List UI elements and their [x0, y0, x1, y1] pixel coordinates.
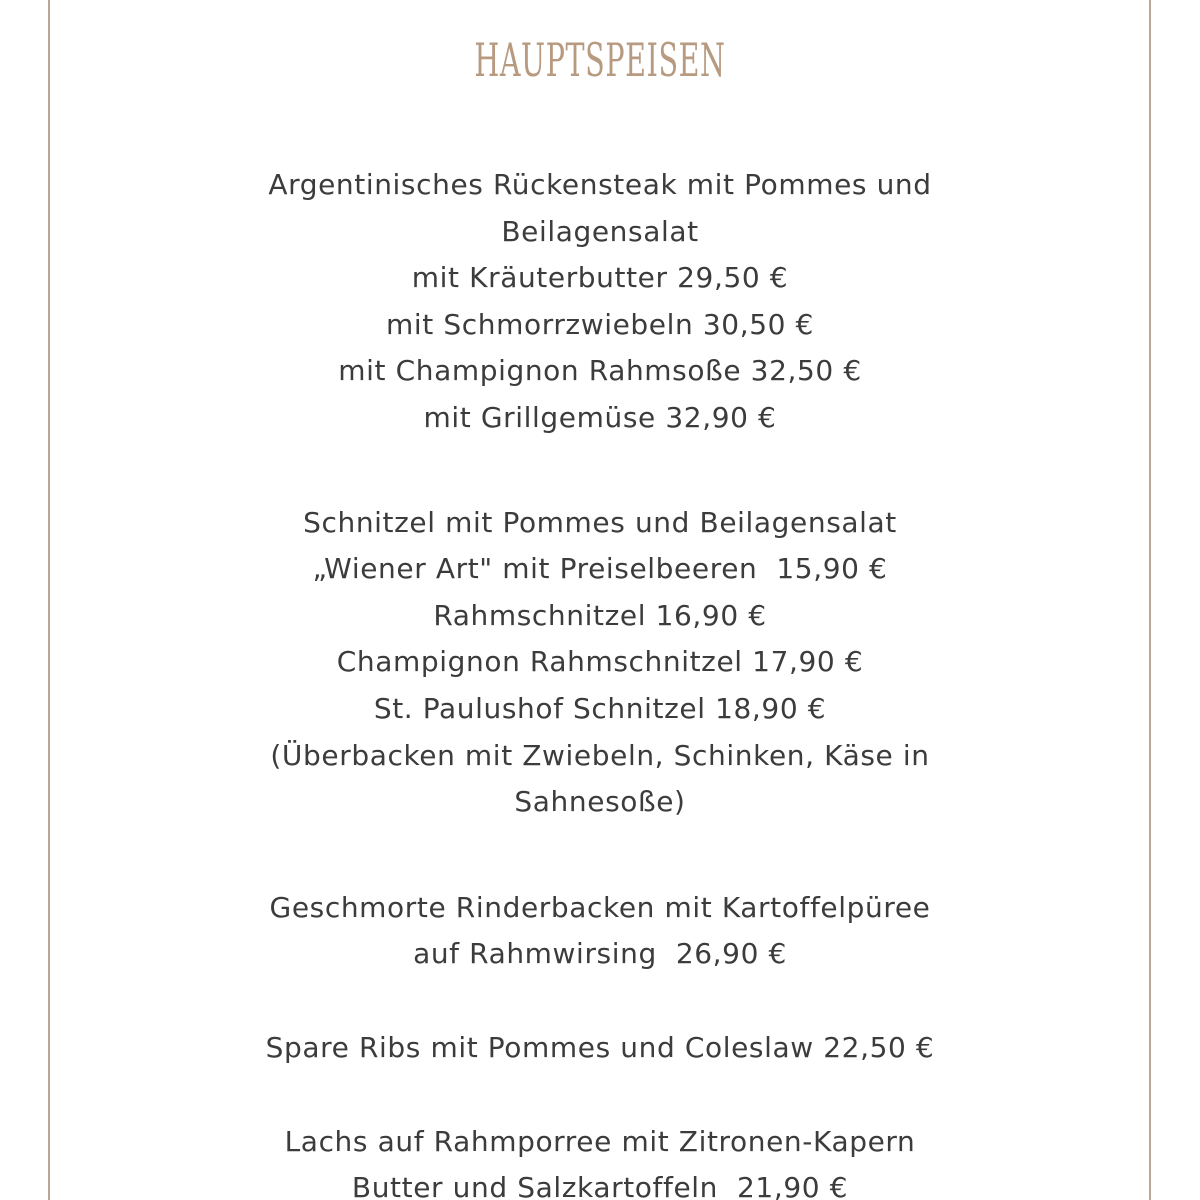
- menu-list: [0, 162, 1200, 1200]
- dish-line: Lachs auf Rahmporree mit Zitronen-Kapern: [284, 1124, 916, 1158]
- dish-schnitzel: [0, 500, 1200, 826]
- dish-note: Sahnesoße): [514, 785, 686, 819]
- dish-spare-ribs: [0, 1025, 1200, 1072]
- dish-line: Schnitzel mit Pommes und Beilagensalat: [303, 505, 897, 539]
- dish-option: St. Paulushof Schnitzel 18,90 €: [373, 691, 827, 725]
- dish-line: auf Rahmwirsing 26,90 €: [413, 937, 787, 971]
- dish-option: mit Kräuterbutter 29,50 €: [411, 261, 789, 295]
- dish-option: mit Champignon Rahmsoße 32,50 €: [338, 354, 862, 388]
- dish-note: (Überbacken mit Zwiebeln, Schinken, Käse in: [270, 738, 930, 772]
- menu-title: HAUPTSPEISEN: [474, 33, 726, 87]
- dish-option: mit Schmorrzwiebeln 30,50 €: [386, 307, 814, 341]
- dish-option: „Wiener Art" mit Preiselbeeren 15,90 €: [312, 552, 888, 586]
- dish-lachs: [0, 1119, 1200, 1200]
- dish-rueckensteak: [0, 162, 1200, 442]
- dish-line: Geschmorte Rinderbacken mit Kartoffelpüree: [269, 890, 931, 924]
- dish-option: mit Grillgemüse 32,90 €: [423, 400, 777, 434]
- dish-line: Argentinisches Rückensteak mit Pommes und: [268, 168, 932, 201]
- dish-option: Rahmschnitzel 16,90 €: [433, 598, 767, 632]
- dish-option: Champignon Rahmschnitzel 17,90 €: [336, 645, 864, 679]
- dish-rinderbacken: [0, 885, 1200, 978]
- dish-line: Beilagensalat: [501, 214, 699, 248]
- dish-line: Butter und Salzkartoffeln 21,90 €: [351, 1171, 849, 1200]
- dish-line: Spare Ribs mit Pommes und Coleslaw 22,50 €: [265, 1030, 935, 1064]
